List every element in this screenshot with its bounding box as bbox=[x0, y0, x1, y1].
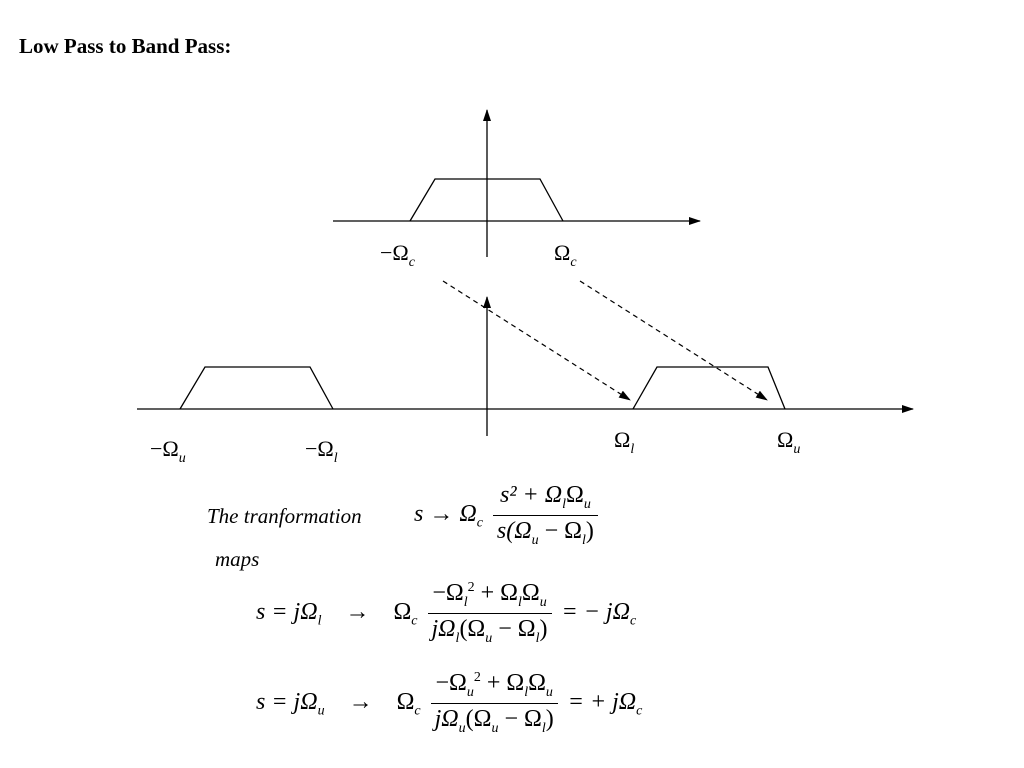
page-title: Low Pass to Band Pass: bbox=[19, 34, 232, 58]
maps-label: maps bbox=[215, 547, 260, 571]
transformation-intro: The tranformation bbox=[207, 504, 362, 528]
transformation-formula: $s \to \Omega_c$ $\frac{s^2 + \Omega_l\Omega_u}{s(\Omega_u - \Omega_l)}$ bbox=[414, 482, 602, 549]
transformation-fraction: $\frac{s^2 + \Omega_l\Omega_u}{s(\Omega_u - \Omega_l)}$ bbox=[493, 482, 598, 549]
bandpass-response-positive bbox=[633, 367, 785, 409]
mapping-upper-formula: $s = j\Omega_u \to \Omega_c$ $\frac{-\Omega_u^2 + \Omega_l\Omega_u}{j\Omega_u(\Omega_u - \Omega_l)}$ = + $j\Omega_c$ bbox=[256, 670, 643, 736]
mapping-arrow-lower bbox=[443, 281, 630, 400]
mapping-upper-fraction: $\frac{-\Omega_u^2 + \Omega_l\Omega_u}{j\Omega_u(\Omega_u - \Omega_l)}$ bbox=[431, 670, 558, 737]
mapping-arrow-upper bbox=[580, 281, 767, 400]
label-neg-omega-c: $-\Omega_c$ bbox=[380, 240, 415, 270]
label-neg-omega-l: $-\Omega_l$ bbox=[305, 436, 338, 466]
mapping-lower-fraction: $\frac{-\Omega_l^2 + \Omega_l\Omega_u}{j\Omega_l(\Omega_u - \Omega_l)}$ bbox=[428, 580, 552, 647]
label-omega-u: $\Omega_u$ bbox=[777, 427, 801, 457]
label-omega-l: $\Omega_l$ bbox=[614, 427, 635, 457]
label-neg-omega-u: $-\Omega_u$ bbox=[150, 436, 186, 466]
label-omega-c: $\Omega_c$ bbox=[554, 240, 577, 270]
bandpass-response-negative bbox=[180, 367, 333, 409]
mapping-lower-formula: $s = j\Omega_l \to \Omega_c$ $\frac{-\Omega_l^2 + \Omega_l\Omega_u}{j\Omega_l(\Omega_u - \Omega_l)}$ = − $j\Omega_c$ bbox=[256, 580, 637, 646]
